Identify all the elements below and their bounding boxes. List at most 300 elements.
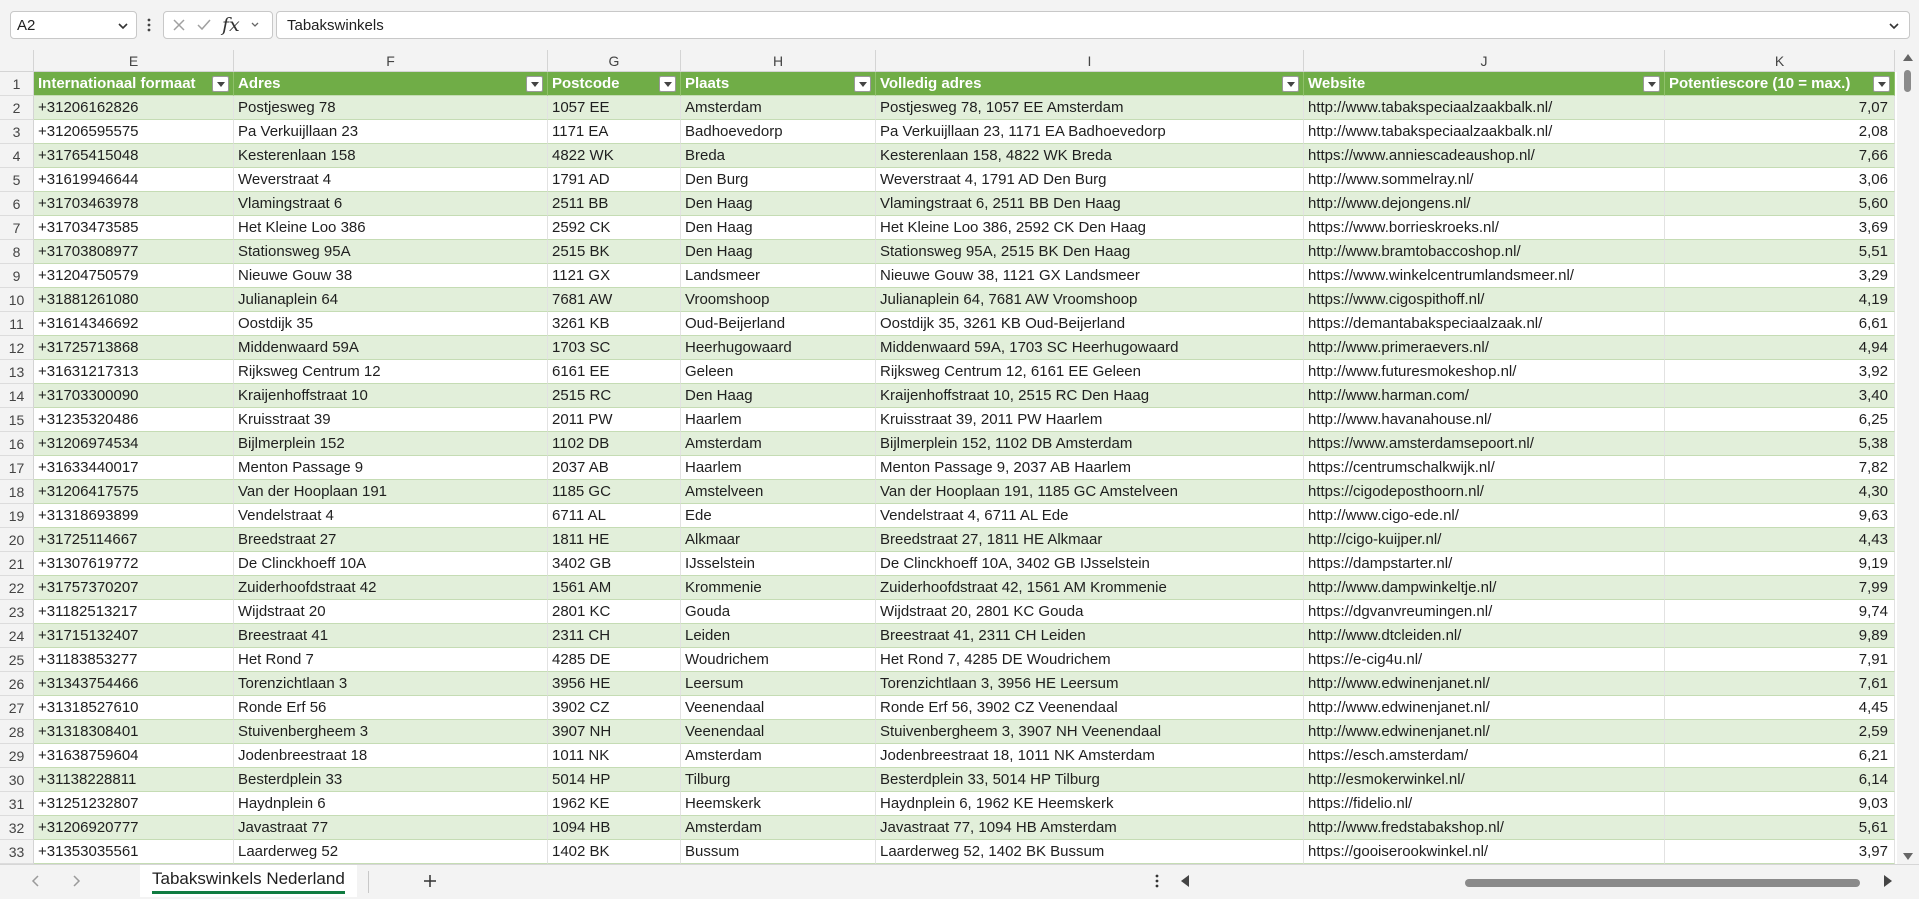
cell-score[interactable] [1665, 168, 1895, 192]
cell-adres[interactable] [234, 792, 548, 816]
cell-postcode[interactable] [548, 312, 681, 336]
cell-score[interactable] [1665, 792, 1895, 816]
scroll-down-icon[interactable] [1903, 853, 1913, 860]
row-number[interactable]: 25 [0, 648, 34, 672]
column-header-e[interactable]: E [34, 50, 234, 72]
cell-website[interactable] [1304, 288, 1665, 312]
row-number[interactable]: 27 [0, 696, 34, 720]
cell-adres[interactable] [234, 624, 548, 648]
row-number[interactable]: 20 [0, 528, 34, 552]
row-number[interactable]: 19 [0, 504, 34, 528]
cell-plaats[interactable] [681, 336, 876, 360]
cell-postcode[interactable] [548, 360, 681, 384]
cell-volledig[interactable] [876, 168, 1304, 192]
cell-volledig[interactable] [876, 720, 1304, 744]
cell-postcode[interactable] [548, 720, 681, 744]
cell-volledig[interactable] [876, 480, 1304, 504]
filter-dropdown-icon[interactable] [526, 76, 543, 92]
cell-website[interactable] [1304, 360, 1665, 384]
cell-volledig[interactable] [876, 816, 1304, 840]
cell-plaats[interactable] [681, 168, 876, 192]
cell-volledig[interactable] [876, 360, 1304, 384]
cell-postcode[interactable] [548, 648, 681, 672]
row-number[interactable]: 13 [0, 360, 34, 384]
cell-score[interactable] [1665, 768, 1895, 792]
cell-intl[interactable] [34, 312, 234, 336]
row-number[interactable]: 22 [0, 576, 34, 600]
filter-dropdown-icon[interactable] [854, 76, 871, 92]
cell-postcode[interactable] [548, 816, 681, 840]
cell-volledig[interactable] [876, 744, 1304, 768]
cell-volledig[interactable] [876, 192, 1304, 216]
cell-score[interactable] [1665, 648, 1895, 672]
cell-website[interactable] [1304, 168, 1665, 192]
cell-adres[interactable] [234, 672, 548, 696]
cell-plaats[interactable] [681, 528, 876, 552]
cell-plaats[interactable] [681, 360, 876, 384]
cell-adres[interactable] [234, 312, 548, 336]
cell-postcode[interactable] [548, 120, 681, 144]
header-cell-volledig[interactable] [876, 72, 1304, 96]
cell-plaats[interactable] [681, 288, 876, 312]
cell-adres[interactable] [234, 360, 548, 384]
insert-function-button[interactable]: fx [222, 14, 240, 36]
expand-formula-icon[interactable] [1887, 19, 1901, 33]
cell-plaats[interactable] [681, 384, 876, 408]
header-cell-adres[interactable] [234, 72, 548, 96]
cell-intl[interactable] [34, 648, 234, 672]
cell-postcode[interactable] [548, 432, 681, 456]
cell-score[interactable] [1665, 600, 1895, 624]
cell-adres[interactable] [234, 576, 548, 600]
cell-intl[interactable] [34, 768, 234, 792]
cell-adres[interactable] [234, 336, 548, 360]
cell-volledig[interactable] [876, 288, 1304, 312]
cell-volledig[interactable] [876, 600, 1304, 624]
cell-website[interactable] [1304, 576, 1665, 600]
cell-website[interactable] [1304, 192, 1665, 216]
cell-postcode[interactable] [548, 672, 681, 696]
cell-website[interactable] [1304, 816, 1665, 840]
cell-postcode[interactable] [548, 216, 681, 240]
cell-adres[interactable] [234, 840, 548, 864]
cell-volledig[interactable] [876, 456, 1304, 480]
cell-website[interactable] [1304, 336, 1665, 360]
cell-volledig[interactable] [876, 792, 1304, 816]
cell-volledig[interactable] [876, 576, 1304, 600]
cell-score[interactable] [1665, 840, 1895, 864]
column-header-j[interactable]: J [1304, 50, 1665, 72]
cell-intl[interactable] [34, 576, 234, 600]
row-number[interactable]: 26 [0, 672, 34, 696]
cell-adres[interactable] [234, 96, 548, 120]
cell-volledig[interactable] [876, 240, 1304, 264]
cell-website[interactable] [1304, 528, 1665, 552]
cell-score[interactable] [1665, 240, 1895, 264]
cell-plaats[interactable] [681, 600, 876, 624]
cell-adres[interactable] [234, 768, 548, 792]
cell-intl[interactable] [34, 432, 234, 456]
row-number[interactable]: 7 [0, 216, 34, 240]
cell-plaats[interactable] [681, 768, 876, 792]
cell-adres[interactable] [234, 720, 548, 744]
cell-adres[interactable] [234, 408, 548, 432]
cell-score[interactable] [1665, 552, 1895, 576]
cell-website[interactable] [1304, 96, 1665, 120]
cell-intl[interactable] [34, 240, 234, 264]
cell-intl[interactable] [34, 528, 234, 552]
cell-intl[interactable] [34, 264, 234, 288]
row-number[interactable]: 24 [0, 624, 34, 648]
cell-adres[interactable] [234, 240, 548, 264]
cell-score[interactable] [1665, 576, 1895, 600]
cell-score[interactable] [1665, 360, 1895, 384]
chevron-down-icon[interactable] [116, 19, 130, 33]
row-number[interactable]: 33 [0, 840, 34, 864]
row-number[interactable]: 6 [0, 192, 34, 216]
cell-intl[interactable] [34, 216, 234, 240]
cell-volledig[interactable] [876, 624, 1304, 648]
cell-plaats[interactable] [681, 408, 876, 432]
cell-intl[interactable] [34, 96, 234, 120]
cell-plaats[interactable] [681, 696, 876, 720]
cell-website[interactable] [1304, 744, 1665, 768]
cell-intl[interactable] [34, 552, 234, 576]
row-number[interactable]: 15 [0, 408, 34, 432]
cell-volledig[interactable] [876, 120, 1304, 144]
cell-postcode[interactable] [548, 792, 681, 816]
cell-adres[interactable] [234, 696, 548, 720]
cell-plaats[interactable] [681, 96, 876, 120]
scroll-right-icon[interactable] [1884, 875, 1892, 887]
cell-website[interactable] [1304, 840, 1665, 864]
cell-website[interactable] [1304, 600, 1665, 624]
column-header-g[interactable]: G [548, 50, 681, 72]
cell-website[interactable] [1304, 144, 1665, 168]
header-cell-website[interactable] [1304, 72, 1665, 96]
cell-volledig[interactable] [876, 840, 1304, 864]
filter-dropdown-icon[interactable] [1873, 76, 1890, 92]
row-number[interactable]: 31 [0, 792, 34, 816]
select-all-corner[interactable] [0, 50, 34, 72]
cell-website[interactable] [1304, 672, 1665, 696]
cell-adres[interactable] [234, 504, 548, 528]
cell-adres[interactable] [234, 144, 548, 168]
cell-website[interactable] [1304, 504, 1665, 528]
cell-plaats[interactable] [681, 432, 876, 456]
cell-score[interactable] [1665, 264, 1895, 288]
cell-intl[interactable] [34, 672, 234, 696]
cell-plaats[interactable] [681, 744, 876, 768]
row-number[interactable]: 2 [0, 96, 34, 120]
cell-score[interactable] [1665, 408, 1895, 432]
cell-website[interactable] [1304, 720, 1665, 744]
cell-website[interactable] [1304, 264, 1665, 288]
cell-plaats[interactable] [681, 456, 876, 480]
chevron-down-icon[interactable] [250, 20, 260, 30]
cell-website[interactable] [1304, 456, 1665, 480]
vertical-scrollbar[interactable] [1897, 50, 1919, 864]
cell-postcode[interactable] [548, 576, 681, 600]
row-number[interactable]: 10 [0, 288, 34, 312]
cell-postcode[interactable] [548, 456, 681, 480]
cell-plaats[interactable] [681, 672, 876, 696]
cell-website[interactable] [1304, 120, 1665, 144]
cell-postcode[interactable] [548, 480, 681, 504]
cell-plaats[interactable] [681, 216, 876, 240]
horizontal-scroll-thumb[interactable] [1465, 879, 1860, 887]
cell-adres[interactable] [234, 384, 548, 408]
cell-adres[interactable] [234, 192, 548, 216]
cancel-icon[interactable] [172, 18, 186, 32]
cell-website[interactable] [1304, 312, 1665, 336]
cell-adres[interactable] [234, 480, 548, 504]
cell-volledig[interactable] [876, 144, 1304, 168]
cell-plaats[interactable] [681, 120, 876, 144]
cell-website[interactable] [1304, 648, 1665, 672]
cell-intl[interactable] [34, 408, 234, 432]
cell-intl[interactable] [34, 600, 234, 624]
formula-input[interactable] [276, 11, 1910, 39]
cell-website[interactable] [1304, 216, 1665, 240]
cell-score[interactable] [1665, 288, 1895, 312]
cell-intl[interactable] [34, 456, 234, 480]
cell-plaats[interactable] [681, 840, 876, 864]
column-header-k[interactable]: K [1665, 50, 1895, 72]
cell-volledig[interactable] [876, 552, 1304, 576]
cell-website[interactable] [1304, 240, 1665, 264]
cell-postcode[interactable] [548, 696, 681, 720]
confirm-icon[interactable] [196, 18, 212, 32]
header-cell-intl[interactable] [34, 72, 234, 96]
cell-website[interactable] [1304, 408, 1665, 432]
cell-volledig[interactable] [876, 768, 1304, 792]
header-cell-score[interactable] [1665, 72, 1895, 96]
cell-volledig[interactable] [876, 312, 1304, 336]
cell-score[interactable] [1665, 144, 1895, 168]
cell-volledig[interactable] [876, 648, 1304, 672]
cell-plaats[interactable] [681, 624, 876, 648]
row-number[interactable]: 1 [0, 72, 34, 96]
cell-postcode[interactable] [548, 384, 681, 408]
cell-website[interactable] [1304, 432, 1665, 456]
cell-plaats[interactable] [681, 480, 876, 504]
cell-score[interactable] [1665, 528, 1895, 552]
cell-score[interactable] [1665, 720, 1895, 744]
cell-volledig[interactable] [876, 384, 1304, 408]
cell-volledig[interactable] [876, 96, 1304, 120]
chevron-right-icon[interactable] [66, 871, 86, 891]
more-options-icon[interactable] [143, 13, 155, 37]
cell-adres[interactable] [234, 216, 548, 240]
row-number[interactable]: 3 [0, 120, 34, 144]
cell-adres[interactable] [234, 816, 548, 840]
cell-website[interactable] [1304, 552, 1665, 576]
row-number[interactable]: 11 [0, 312, 34, 336]
scroll-left-icon[interactable] [1181, 875, 1189, 887]
cell-score[interactable] [1665, 504, 1895, 528]
cell-score[interactable] [1665, 120, 1895, 144]
cell-postcode[interactable] [548, 96, 681, 120]
cell-website[interactable] [1304, 624, 1665, 648]
cell-plaats[interactable] [681, 264, 876, 288]
row-number[interactable]: 5 [0, 168, 34, 192]
cell-adres[interactable] [234, 264, 548, 288]
header-cell-postcode[interactable] [548, 72, 681, 96]
cell-postcode[interactable] [548, 552, 681, 576]
cell-intl[interactable] [34, 696, 234, 720]
row-number[interactable]: 16 [0, 432, 34, 456]
filter-dropdown-icon[interactable] [659, 76, 676, 92]
cell-adres[interactable] [234, 648, 548, 672]
cell-plaats[interactable] [681, 648, 876, 672]
cell-postcode[interactable] [548, 144, 681, 168]
cell-postcode[interactable] [548, 840, 681, 864]
row-number[interactable]: 28 [0, 720, 34, 744]
cell-postcode[interactable] [548, 504, 681, 528]
cell-volledig[interactable] [876, 672, 1304, 696]
cell-intl[interactable] [34, 336, 234, 360]
cell-postcode[interactable] [548, 192, 681, 216]
cell-intl[interactable] [34, 504, 234, 528]
cell-intl[interactable] [34, 792, 234, 816]
cell-score[interactable] [1665, 696, 1895, 720]
filter-dropdown-icon[interactable] [1643, 76, 1660, 92]
cell-score[interactable] [1665, 336, 1895, 360]
cell-intl[interactable] [34, 744, 234, 768]
cell-volledig[interactable] [876, 432, 1304, 456]
cell-plaats[interactable] [681, 504, 876, 528]
cell-postcode[interactable] [548, 768, 681, 792]
row-number[interactable]: 14 [0, 384, 34, 408]
cell-intl[interactable] [34, 120, 234, 144]
cell-adres[interactable] [234, 552, 548, 576]
row-number[interactable]: 17 [0, 456, 34, 480]
cell-score[interactable] [1665, 624, 1895, 648]
cell-postcode[interactable] [548, 600, 681, 624]
cell-adres[interactable] [234, 168, 548, 192]
cell-website[interactable] [1304, 792, 1665, 816]
cell-intl[interactable] [34, 480, 234, 504]
cell-volledig[interactable] [876, 528, 1304, 552]
cell-adres[interactable] [234, 120, 548, 144]
cell-adres[interactable] [234, 456, 548, 480]
cell-plaats[interactable] [681, 576, 876, 600]
cell-postcode[interactable] [548, 240, 681, 264]
name-box[interactable] [10, 11, 137, 39]
cell-adres[interactable] [234, 432, 548, 456]
row-number[interactable]: 32 [0, 816, 34, 840]
filter-dropdown-icon[interactable] [212, 76, 229, 92]
add-sheet-button[interactable] [418, 869, 442, 893]
row-number[interactable]: 29 [0, 744, 34, 768]
filter-dropdown-icon[interactable] [1282, 76, 1299, 92]
cell-plaats[interactable] [681, 240, 876, 264]
cell-intl[interactable] [34, 384, 234, 408]
cell-intl[interactable] [34, 624, 234, 648]
cell-adres[interactable] [234, 288, 548, 312]
cell-plaats[interactable] [681, 552, 876, 576]
cell-adres[interactable] [234, 600, 548, 624]
cell-adres[interactable] [234, 528, 548, 552]
cell-intl[interactable] [34, 288, 234, 312]
cell-volledig[interactable] [876, 264, 1304, 288]
cell-intl[interactable] [34, 168, 234, 192]
row-number[interactable]: 8 [0, 240, 34, 264]
cell-intl[interactable] [34, 840, 234, 864]
cell-postcode[interactable] [548, 744, 681, 768]
chevron-left-icon[interactable] [26, 871, 46, 891]
more-sheets-icon[interactable] [1152, 871, 1162, 891]
cell-website[interactable] [1304, 696, 1665, 720]
cell-postcode[interactable] [548, 288, 681, 312]
cell-volledig[interactable] [876, 408, 1304, 432]
cell-intl[interactable] [34, 360, 234, 384]
cell-intl[interactable] [34, 192, 234, 216]
row-number[interactable]: 4 [0, 144, 34, 168]
cell-postcode[interactable] [548, 336, 681, 360]
cell-volledig[interactable] [876, 336, 1304, 360]
cell-score[interactable] [1665, 672, 1895, 696]
cell-postcode[interactable] [548, 264, 681, 288]
cell-score[interactable] [1665, 432, 1895, 456]
cell-adres[interactable] [234, 744, 548, 768]
cell-website[interactable] [1304, 384, 1665, 408]
column-header-i[interactable]: I [876, 50, 1304, 72]
cell-score[interactable] [1665, 96, 1895, 120]
header-cell-plaats[interactable] [681, 72, 876, 96]
cell-plaats[interactable] [681, 816, 876, 840]
cell-postcode[interactable] [548, 408, 681, 432]
cell-score[interactable] [1665, 216, 1895, 240]
cell-plaats[interactable] [681, 312, 876, 336]
cell-plaats[interactable] [681, 792, 876, 816]
row-number[interactable]: 21 [0, 552, 34, 576]
cell-postcode[interactable] [548, 168, 681, 192]
cell-website[interactable] [1304, 768, 1665, 792]
cell-score[interactable] [1665, 312, 1895, 336]
cell-intl[interactable] [34, 720, 234, 744]
cell-plaats[interactable] [681, 720, 876, 744]
column-header-h[interactable]: H [681, 50, 876, 72]
cell-score[interactable] [1665, 384, 1895, 408]
vertical-scroll-thumb[interactable] [1904, 70, 1911, 92]
row-number[interactable]: 18 [0, 480, 34, 504]
cell-volledig[interactable] [876, 696, 1304, 720]
cell-score[interactable] [1665, 744, 1895, 768]
cell-plaats[interactable] [681, 192, 876, 216]
cell-intl[interactable] [34, 144, 234, 168]
cell-volledig[interactable] [876, 504, 1304, 528]
cell-postcode[interactable] [548, 528, 681, 552]
cell-volledig[interactable] [876, 216, 1304, 240]
row-number[interactable]: 12 [0, 336, 34, 360]
cell-plaats[interactable] [681, 144, 876, 168]
scroll-up-icon[interactable] [1903, 54, 1913, 61]
cell-score[interactable] [1665, 456, 1895, 480]
cell-intl[interactable] [34, 816, 234, 840]
row-number[interactable]: 9 [0, 264, 34, 288]
sheet-tab-active[interactable] [140, 865, 357, 897]
cell-score[interactable] [1665, 480, 1895, 504]
cell-postcode[interactable] [548, 624, 681, 648]
column-header-f[interactable]: F [234, 50, 548, 72]
row-number[interactable]: 30 [0, 768, 34, 792]
cell-website[interactable] [1304, 480, 1665, 504]
row-number[interactable]: 23 [0, 600, 34, 624]
cell-score[interactable] [1665, 816, 1895, 840]
cell-score[interactable] [1665, 192, 1895, 216]
